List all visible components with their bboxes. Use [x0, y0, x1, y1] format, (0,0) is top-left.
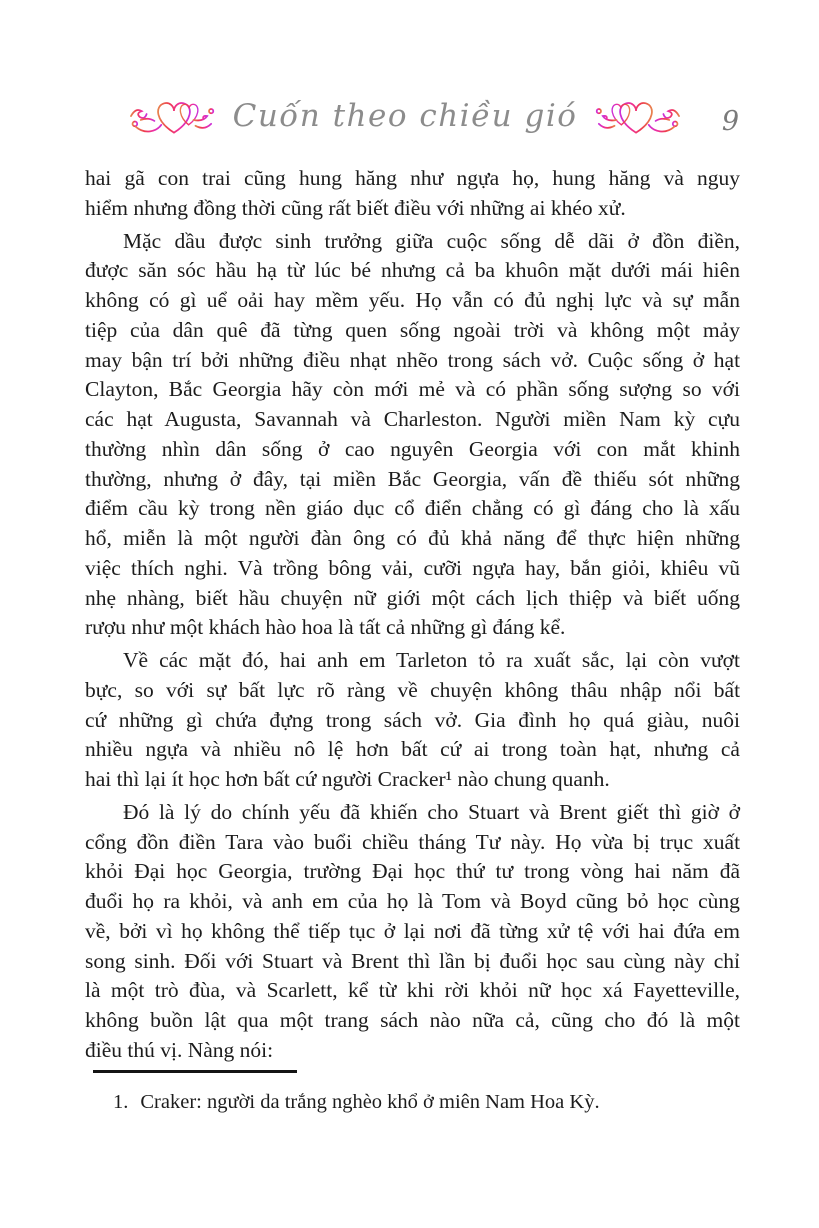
text-line: bực, so với sự bất lực rõ ràng về chuyện không thâu nhập nổi bất — [85, 677, 741, 702]
hearts-ornament-right-icon — [593, 96, 681, 140]
text-line: khỏi Đại học Georgia, trường Đại học thứ tư trong vòng hai năm đã — [85, 859, 741, 884]
text-line: không buồn lật qua một trang sách nào nữa cả, cũng cho đó là một — [85, 1008, 740, 1032]
text-line: được săn sóc hầu hạ từ lúc bé nhưng cả ba khuôn mặt dưới mái hiên — [85, 258, 740, 283]
page-header — [0, 96, 819, 156]
text-line: nhiều ngựa và nhiều nô lệ hơn bất cứ ai trong toàn hạt, nhưng cả — [85, 737, 740, 762]
text-line: rượu như một khách hào hoa là tất cả những gì đáng kể. — [85, 615, 566, 640]
text-line: Đó là lý do chính yếu đã khiến cho Stuart và Brent giết thì giờ ở — [123, 799, 741, 824]
text-line: thường nhìn dân sống ở cao nguyên Georgia với con mắt khinh — [85, 436, 740, 461]
text-line: cứ những gì chứa đựng trong sách vở. Gia đình họ quá giàu, nuôi — [85, 707, 740, 732]
text-line: hai thì lại ít học hơn bất cứ người Cracker¹ nào chung quanh. — [85, 767, 610, 791]
text-line: điểm cầu kỳ trong nền giáo dục cổ điển chẳng có gì đáng cho là xấu — [85, 496, 740, 521]
text-line: nhẹ nhàng, biết hầu chuyện nữ giới một cách lịch thiệp và biết uống — [85, 585, 740, 610]
text-line: thường, nhưng ở đây, tại miền Bắc Georgia, vấn đề thiếu sót những — [85, 466, 741, 491]
text-line: các hạt Augusta, Savannah và Charleston. Người miền Nam kỳ cựu — [85, 407, 740, 431]
text-line: hai gã con trai cũng hung hăng như ngựa họ, hung hăng và nguy — [85, 166, 741, 190]
text-line: điều thú vị. Nàng nói: — [85, 1037, 274, 1062]
footnote-text: Craker: người da trắng nghèo khổ ở miên Nam Hoa Kỳ. — [140, 1091, 600, 1113]
footnote — [113, 1088, 733, 1116]
text-line: Về các mặt đó, hai anh em Tarleton tỏ ra xuất sắc, lại còn vượt — [123, 648, 740, 672]
text-line: tiệp của dân quê đã từng quen sống ngoài trời và không một mảy — [85, 317, 740, 342]
text-line: đuổi họ ra khỏi, và anh em của họ là Tom và Boyd cũng bỏ học cùng — [85, 889, 740, 913]
text-line: việc thích nghi. Và trồng bông vải, cưỡi ngựa hay, bắn giỏi, khiêu vũ — [85, 555, 741, 580]
text-line: hổ, miễn là một người đàn ông có đủ khả năng để thực hiện những — [85, 526, 740, 550]
text-line: không có gì uể oải hay mềm yếu. Họ vẫn có đủ nghị lực và sự mẫn — [85, 288, 740, 312]
page-number: 9 — [721, 106, 739, 137]
text-line: hiểm nhưng đồng thời cũng rất biết điều với những ai khéo xử. — [85, 195, 626, 220]
paragraph — [85, 646, 740, 795]
paragraph — [85, 227, 740, 644]
footnote-marker: 1. — [113, 1091, 129, 1113]
footnote-rule — [93, 1070, 297, 1073]
text-line: Clayton, Bắc Georgia hãy còn mới mẻ và có phần sống sượng so với — [85, 377, 740, 402]
paragraph — [85, 164, 740, 224]
paragraph — [85, 798, 740, 1066]
hearts-ornament-left-icon — [129, 96, 217, 140]
text-line: là một trò đùa, và Scarlett, kể từ khi rời khỏi nữ học xá Fayetteville, — [85, 978, 740, 1003]
text-line: cổng đồn điền Tara vào buổi chiều tháng Tư này. Họ vừa bị trục xuất — [85, 829, 741, 854]
chapter-title: Cuốn theo chiều gió — [232, 98, 578, 134]
text-line: Mặc dầu được sinh trưởng giữa cuộc sống dễ dãi ở đồn điền, — [123, 228, 741, 253]
text-line: song sinh. Đối với Stuart và Brent thì lần bị đuổi học sau cùng này chỉ — [85, 948, 741, 973]
body-text — [85, 164, 740, 1066]
text-line: may bận trí bởi những điều nhạt nhẽo trong sách vở. Cuộc sống ở hạt — [85, 347, 741, 372]
text-line: về, bởi vì họ không thể tiếp tục ở lại nơi đã từng xử tệ với hai đứa em — [85, 918, 740, 943]
